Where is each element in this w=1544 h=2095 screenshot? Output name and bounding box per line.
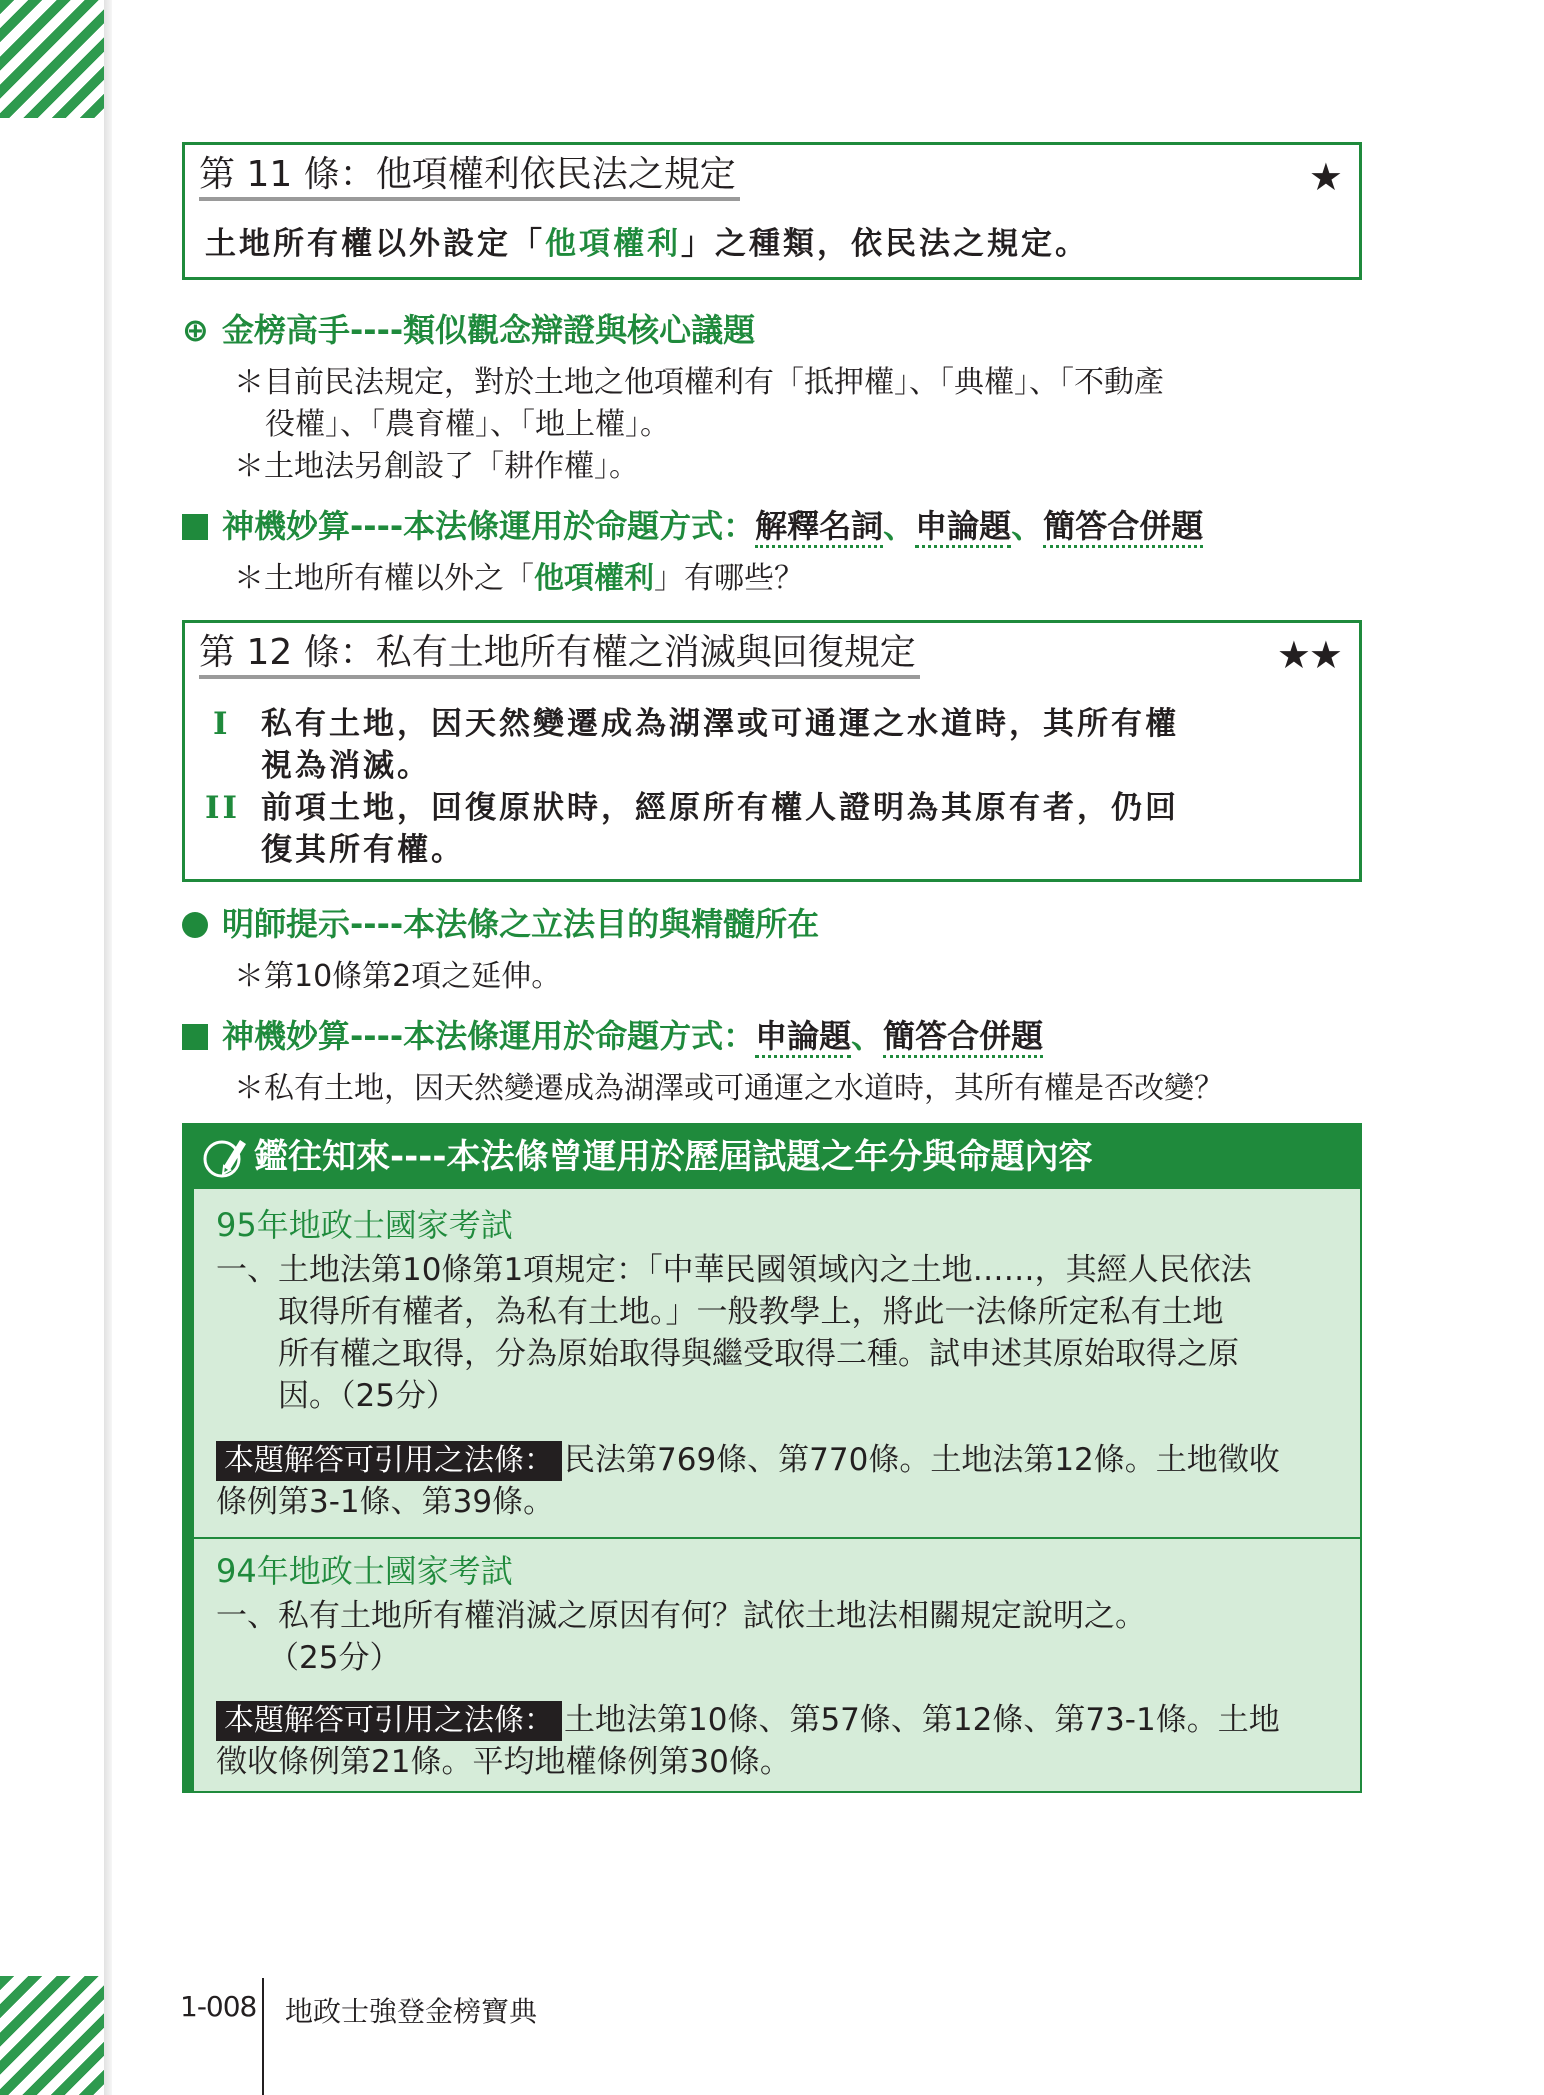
article-12-para-2: II 前項土地，回復原狀時，經原所有權人證明為其原有者，仍回 復其所有權。 <box>205 787 1341 871</box>
exam-banner <box>184 1125 1360 1189</box>
square-bullet-icon <box>182 1024 208 1050</box>
shenji-11-heading: 神機妙算----本法條運用於命題方式：解釋名詞、申論題、簡答合併題 <box>182 506 1203 546</box>
article-11-stars: ★ <box>1308 155 1341 199</box>
para-number: II <box>205 790 241 826</box>
exam-year: 95年地政士國家考試 <box>216 1206 513 1244</box>
highlight-term: 他項權利 <box>545 226 681 262</box>
article-12-stars: ★★ <box>1276 633 1341 677</box>
page-number: 1-008 <box>180 1990 257 2023</box>
question-type: 申論題 <box>915 507 1011 548</box>
shenji-12-item: ＊私有土地，因天然變遷成為湖澤或可通運之水道時，其所有權是否改變？ <box>234 1071 1224 1106</box>
question-type: 簡答合併題 <box>1043 507 1203 548</box>
question-type: 申論題 <box>755 1017 851 1058</box>
corner-stripe-top <box>0 0 108 118</box>
exam-reference: 本題解答可引用之法條： 民法第769條、第770條。土地法第12條。土地徵收 條例第3-1條、第39條。 <box>216 1442 1280 1520</box>
article-11-box <box>182 142 1362 280</box>
article-12-para-1: I 私有土地，因天然變遷成為湖澤或可通運之水道時，其所有權 視為消滅。 <box>205 703 1341 787</box>
jinbang-item-1: ＊目前民法規定，對於土地之他項權利有「抵押權」、「典權」、「不動產 <box>234 365 1164 400</box>
exam-question: 一、私有土地所有權消滅之原因有何？試依土地法相關規定說明之。 （25分） <box>216 1598 1146 1676</box>
exam-divider <box>194 1537 1360 1539</box>
circle-bullet-icon <box>182 912 208 938</box>
exam-history-box <box>182 1123 1362 1793</box>
jinbang-item-1-cont: 役權」、「農育權」、「地上權」。 <box>265 407 670 442</box>
reference-label: 本題解答可引用之法條： <box>216 1701 562 1741</box>
reference-label: 本題解答可引用之法條： <box>216 1441 562 1481</box>
article-12-title: 第 12 條：私有土地所有權之消滅與回復規定 <box>199 631 920 679</box>
article-11-text: 土地所有權以外設定「他項權利」之種類，依民法之規定。 <box>205 226 1089 262</box>
square-bullet-icon <box>182 514 208 540</box>
exam-banner-title: 鑑往知來----本法條曾運用於歷屆試題之年分與命題內容 <box>254 1137 1093 1177</box>
question-type: 簡答合併題 <box>883 1017 1043 1058</box>
circle-plus-icon: ⊕ <box>182 311 209 349</box>
page-spine <box>104 0 112 2095</box>
footer-divider <box>262 1978 264 2095</box>
mingshi-heading: 明師提示----本法條之立法目的與精髓所在 <box>182 904 819 944</box>
exam-question: 一、土地法第10條第1項規定：「中華民國領域內之土地……，其經人民依法 取得所有權者，為私有土地。」一般教學上，將此一法條所定私有土地 所有權之取得，分為原始取得與繼受取得二種。試申述其原始取得之原 因。（25分） <box>216 1252 1252 1414</box>
jinbang-heading: ⊕ 金榜高手----類似觀念辯證與核心議題 <box>182 311 756 349</box>
mingshi-item: ＊第10條第2項之延伸。 <box>234 959 562 994</box>
jinbang-item-2: ＊土地法另創設了「耕作權」。 <box>234 449 639 484</box>
exam-reference: 本題解答可引用之法條： 土地法第10條、第57條、第12條、第73-1條。土地 徵收條例第21條。平均地權條例第30條。 <box>216 1702 1280 1780</box>
article-12-text <box>205 703 1341 871</box>
corner-stripe-bottom <box>0 1976 108 2095</box>
question-type: 解釋名詞 <box>755 507 883 548</box>
shenji-11-item: ＊土地所有權以外之「他項權利」有哪些？ <box>234 561 804 596</box>
exam-year: 94年地政士國家考試 <box>216 1552 513 1590</box>
book-title: 地政士強登金榜寶典 <box>285 1995 538 2028</box>
article-12-box <box>182 620 1362 882</box>
article-11-title: 第 11 條：他項權利依民法之規定 <box>199 153 740 201</box>
para-number: I <box>213 706 231 742</box>
shenji-12-heading: 神機妙算----本法條運用於命題方式：申論題、簡答合併題 <box>182 1016 1043 1056</box>
pen-icon <box>202 1132 248 1182</box>
highlight-term: 他項權利 <box>534 561 654 596</box>
